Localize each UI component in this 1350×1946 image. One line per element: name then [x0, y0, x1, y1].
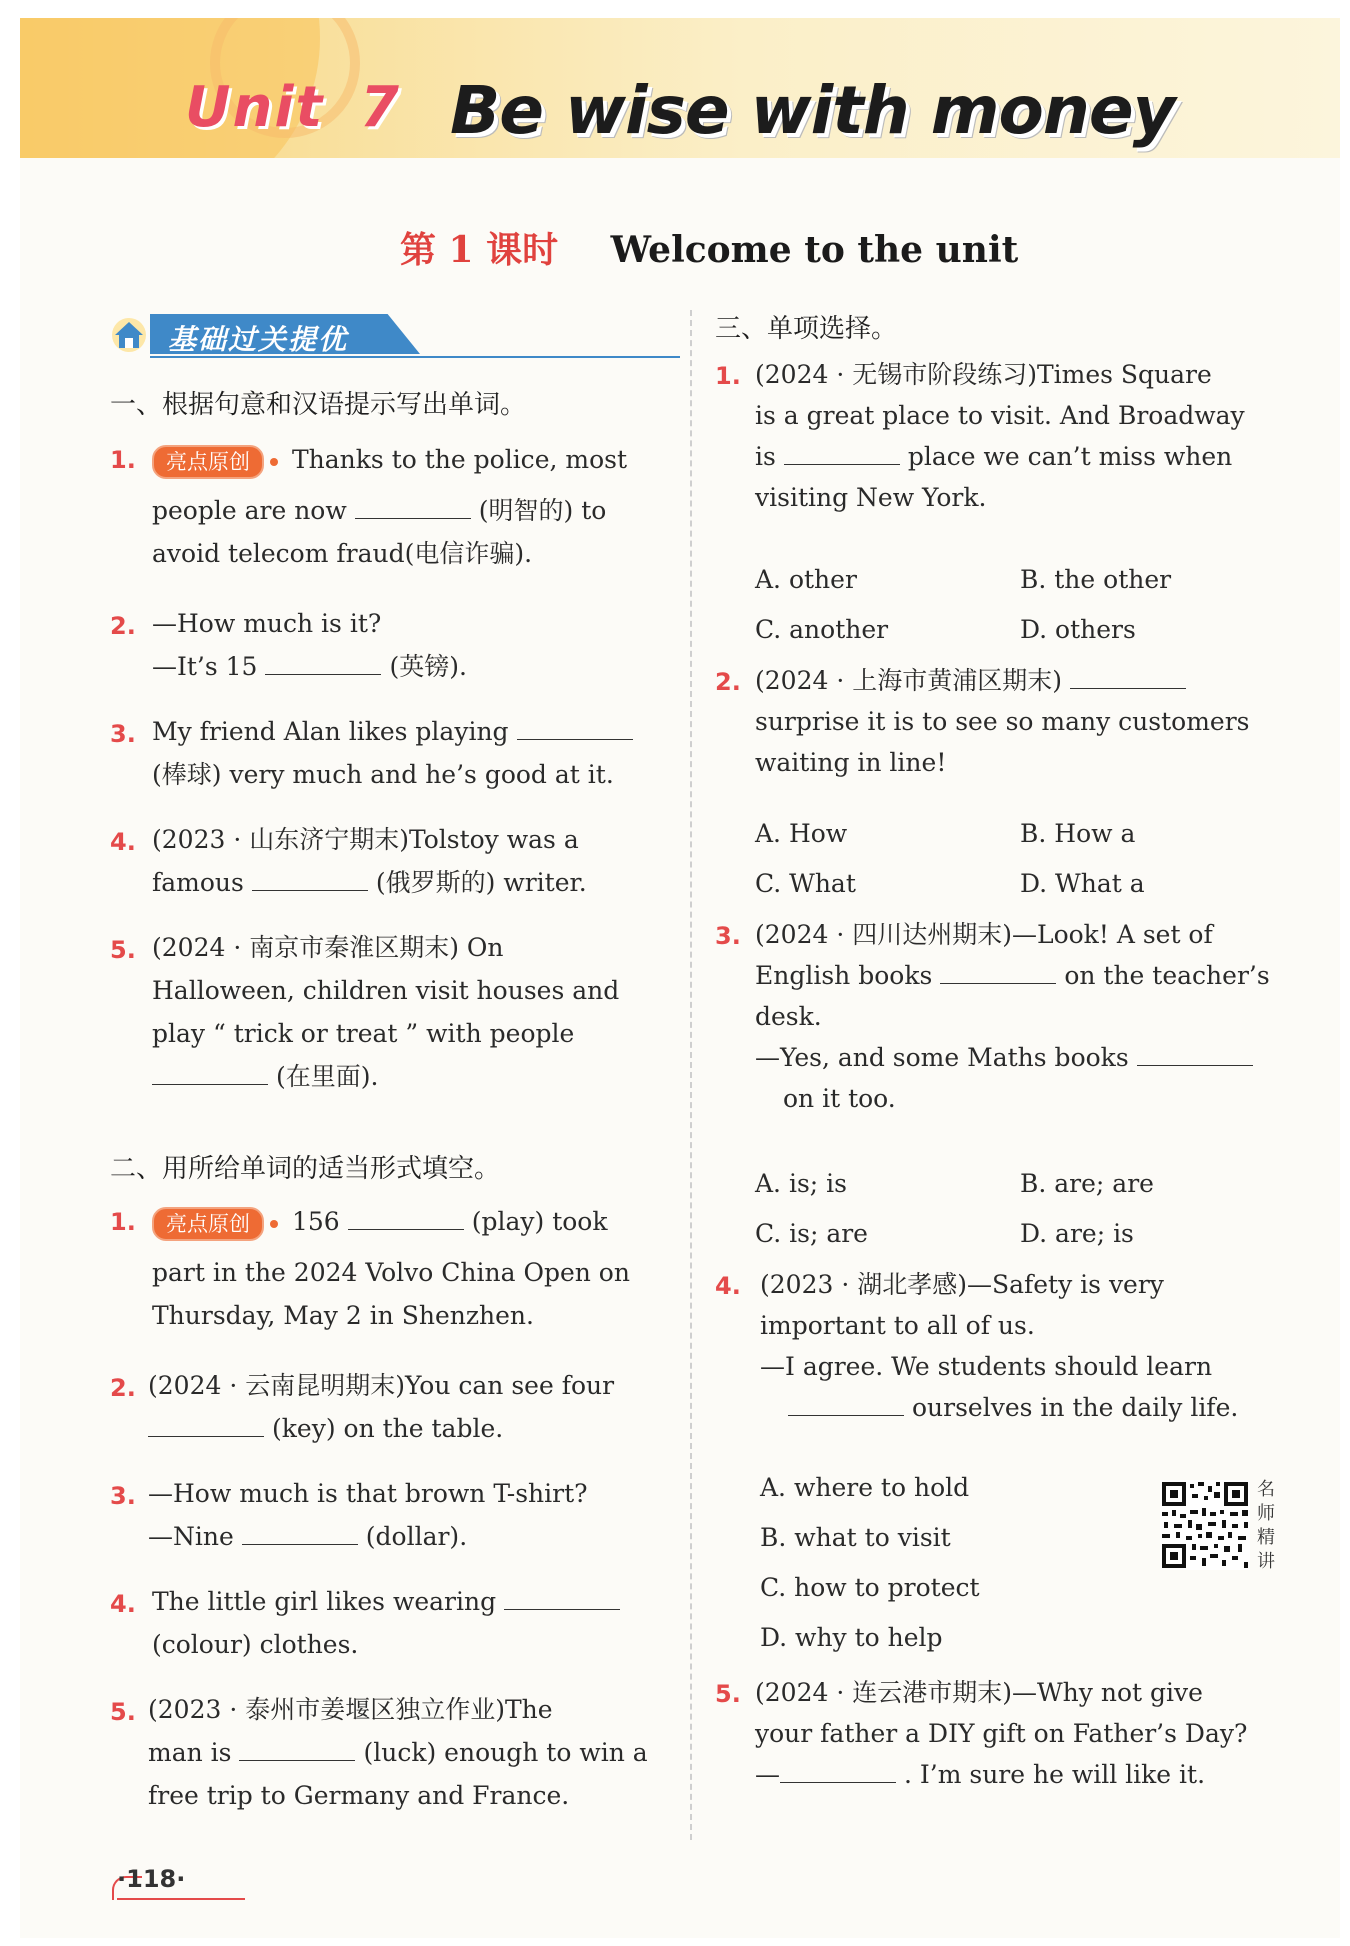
s3-q4-option-a[interactable]: A. where to hold: [760, 1473, 970, 1502]
s3-q1-option-d[interactable]: D. others: [1020, 615, 1136, 644]
s1-q5-line1: (2024 · 南京市秦淮区期末) On: [152, 933, 504, 962]
s3-q1-line1: (2024 · 无锡市阶段练习)Times Square: [755, 360, 1212, 389]
s3-q2-option-b[interactable]: B. How a: [1020, 819, 1136, 848]
s1-q1: [152, 438, 670, 575]
s3-q1-option-b[interactable]: B. the other: [1020, 565, 1172, 594]
s2-q5-line2b: (luck) enough to win a: [363, 1738, 648, 1767]
answer-blank[interactable]: [1137, 1042, 1253, 1066]
s2-q5-number: 5.: [110, 1698, 136, 1726]
s3-q4-line3: —I agree. We students should learn: [760, 1352, 1213, 1381]
s1-q2-line2a: —It’s 15: [152, 652, 258, 681]
answer-blank[interactable]: [504, 1586, 620, 1610]
s3-q4-option-d[interactable]: D. why to help: [760, 1623, 943, 1652]
s3-q5-line3a: —: [755, 1760, 780, 1789]
answer-blank[interactable]: [1070, 665, 1186, 689]
s3-q4: [760, 1264, 1275, 1428]
s3-q2: [755, 660, 1275, 783]
s3-q4-number: 4.: [715, 1272, 741, 1300]
page-number-underline: [117, 1898, 245, 1900]
s2-q1-line2: part in the 2024 Volvo China Open on: [152, 1258, 630, 1287]
s3-q4-option-b[interactable]: B. what to visit: [760, 1523, 951, 1552]
lesson-cn: 第 1 课时: [400, 229, 559, 271]
section3-title: 三、单项选择。: [715, 314, 898, 344]
column-divider: [690, 310, 692, 1840]
s1-q1-line1: Thanks to the police, most: [292, 445, 628, 474]
s2-q2-line2: (key) on the table.: [272, 1414, 504, 1443]
s1-q3-line2: (棒球) very much and he’s good at it.: [152, 760, 614, 789]
s2-q4-number: 4.: [110, 1590, 136, 1618]
lesson-title: [400, 222, 1018, 273]
s1-q4-line1: (2023 · 山东济宁期末)Tolstoy was a: [152, 825, 579, 854]
answer-blank[interactable]: [780, 1759, 896, 1783]
s3-q3: [755, 914, 1275, 1119]
s2-q4: [152, 1580, 670, 1666]
original-tag: 亮点原创: [152, 1207, 264, 1241]
s3-q3-option-c[interactable]: C. is; are: [755, 1219, 868, 1248]
s3-q4-line2: important to all of us.: [760, 1311, 1035, 1340]
s2-q5-line1: (2023 · 泰州市姜堰区独立作业)The: [148, 1695, 553, 1724]
answer-blank[interactable]: [788, 1392, 904, 1416]
s3-q5-line2: your father a DIY gift on Father’s Day?: [755, 1719, 1248, 1748]
s3-q3-number: 3.: [715, 922, 741, 950]
unit-label: Unit: [185, 75, 325, 140]
s1-q5-line2: Halloween, children visit houses and: [152, 976, 620, 1005]
s1-q2-line2b: (英镑).: [389, 652, 467, 681]
page-number: ·118·: [117, 1865, 186, 1893]
s2-q2: [148, 1364, 670, 1450]
s1-q4: [152, 818, 670, 904]
banner-line: [150, 356, 680, 358]
s1-q3: [152, 710, 670, 796]
house-icon: [110, 316, 148, 354]
s3-q4-line1: (2023 · 湖北孝感)—Safety is very: [760, 1270, 1164, 1299]
s2-q2-number: 2.: [110, 1374, 136, 1402]
s3-q2-option-a[interactable]: A. How: [755, 819, 848, 848]
s1-q1-line2b: (明智的) to: [478, 496, 607, 525]
s3-q2-number: 2.: [715, 668, 741, 696]
s3-q1-option-a[interactable]: A. other: [755, 565, 857, 594]
s3-q5-number: 5.: [715, 1680, 741, 1708]
s1-q2-line1: —How much is it?: [152, 609, 382, 638]
s2-q3-line2b: (dollar).: [365, 1522, 468, 1551]
section2-title: 二、用所给单词的适当形式填空。: [110, 1154, 501, 1184]
s1-q4-number: 4.: [110, 828, 136, 856]
s1-q4-line2b: (俄罗斯的) writer.: [375, 868, 587, 897]
s3-q5: [755, 1672, 1275, 1795]
answer-blank[interactable]: [239, 1737, 355, 1761]
answer-blank[interactable]: [252, 867, 368, 891]
answer-blank[interactable]: [348, 1206, 464, 1230]
s3-q1-line3b: place we can’t miss when: [907, 442, 1233, 471]
s3-q3-option-d[interactable]: D. are; is: [1020, 1219, 1134, 1248]
answer-blank[interactable]: [152, 1061, 268, 1085]
s1-q5: [152, 926, 670, 1098]
section1-title: 一、根据句意和汉语提示写出单词。: [110, 390, 527, 420]
qr-caption: 名师精讲: [1257, 1479, 1275, 1572]
s1-q1-line3: avoid telecom fraud(电信诈骗).: [152, 539, 533, 568]
banner-label: 基础过关提优: [168, 323, 349, 356]
tag-dot: [270, 1220, 278, 1228]
s2-q1: [152, 1200, 670, 1337]
s2-q5-line3: free trip to Germany and France.: [148, 1781, 570, 1810]
s1-q2-number: 2.: [110, 612, 136, 640]
unit-number: 7: [360, 75, 399, 140]
answer-blank[interactable]: [784, 441, 900, 465]
s3-q2-line3: waiting in line!: [755, 748, 947, 777]
s2-q1-line3: Thursday, May 2 in Shenzhen.: [152, 1301, 534, 1330]
s3-q1-number: 1.: [715, 362, 741, 390]
unit-title: Be wise with money: [450, 72, 1175, 149]
s3-q4-option-c[interactable]: C. how to protect: [760, 1573, 980, 1602]
answer-blank[interactable]: [517, 716, 633, 740]
s3-q3-option-a[interactable]: A. is; is: [755, 1169, 847, 1198]
s2-q1-line1b: (play) took: [471, 1207, 608, 1236]
s2-q2-line1: (2024 · 云南昆明期末)You can see four: [148, 1371, 615, 1400]
s3-q3-line2a: English books: [755, 961, 933, 990]
s1-q5-line4: (在里面).: [276, 1062, 379, 1091]
s2-q3-line1: —How much is that brown T-shirt?: [148, 1479, 588, 1508]
s3-q1: [755, 354, 1275, 518]
tag-dot: [270, 458, 278, 466]
s1-q4-line2a: famous: [152, 868, 244, 897]
s3-q5-line1: (2024 · 连云港市期末)—Why not give: [755, 1678, 1203, 1707]
s3-q2-option-d[interactable]: D. What a: [1020, 869, 1145, 898]
s2-q5: [148, 1688, 670, 1817]
s2-q3: [148, 1472, 670, 1558]
s3-q4-line4: ourselves in the daily life.: [912, 1393, 1239, 1422]
section-banner: [110, 308, 680, 360]
s2-q3-number: 3.: [110, 1482, 136, 1510]
s3-q3-line5: on it too.: [783, 1084, 896, 1113]
qr-code-icon[interactable]: [1160, 1480, 1250, 1570]
s3-q1-line4: visiting New York.: [755, 483, 987, 512]
s3-q3-line3: desk.: [755, 1002, 822, 1031]
s3-q5-line3b: . I’m sure he will like it.: [904, 1760, 1206, 1789]
s1-q5-line3: play “ trick or treat ” with people: [152, 1019, 575, 1048]
lesson-en: Welcome to the unit: [610, 229, 1019, 271]
s3-q3-line2b: on the teacher’s: [1064, 961, 1270, 990]
s1-q1-number: 1.: [110, 446, 136, 474]
s3-q1-option-c[interactable]: C. another: [755, 615, 889, 644]
s1-q1-line2a: people are now: [152, 496, 347, 525]
answer-blank[interactable]: [265, 651, 381, 675]
answer-blank[interactable]: [242, 1521, 358, 1545]
s1-q2: [152, 602, 670, 688]
s3-q2-option-c[interactable]: C. What: [755, 869, 856, 898]
s2-q1-line1a: 156: [292, 1207, 340, 1236]
s2-q4-line1: The little girl likes wearing: [152, 1587, 497, 1616]
answer-blank[interactable]: [355, 495, 471, 519]
s2-q5-line2a: man is: [148, 1738, 232, 1767]
s3-q1-line2: is a great place to visit. And Broadway: [755, 401, 1245, 430]
s3-q2-line2: surprise it is to see so many customers: [755, 707, 1250, 736]
answer-blank[interactable]: [940, 960, 1056, 984]
s3-q2-line1: (2024 · 上海市黄浦区期末): [755, 666, 1062, 695]
answer-blank[interactable]: [148, 1413, 264, 1437]
s2-q4-line2: (colour) clothes.: [152, 1630, 359, 1659]
s2-q3-line2a: —Nine: [148, 1522, 234, 1551]
s1-q3-line1: My friend Alan likes playing: [152, 717, 509, 746]
s2-q1-number: 1.: [110, 1208, 136, 1236]
s1-q5-number: 5.: [110, 936, 136, 964]
s3-q3-line1: (2024 · 四川达州期末)—Look! A set of: [755, 920, 1213, 949]
s1-q3-number: 3.: [110, 720, 136, 748]
s3-q1-line3a: is: [755, 442, 776, 471]
original-tag: 亮点原创: [152, 445, 264, 479]
s3-q3-line4: —Yes, and some Maths books: [755, 1043, 1129, 1072]
s3-q3-option-b[interactable]: B. are; are: [1020, 1169, 1154, 1198]
